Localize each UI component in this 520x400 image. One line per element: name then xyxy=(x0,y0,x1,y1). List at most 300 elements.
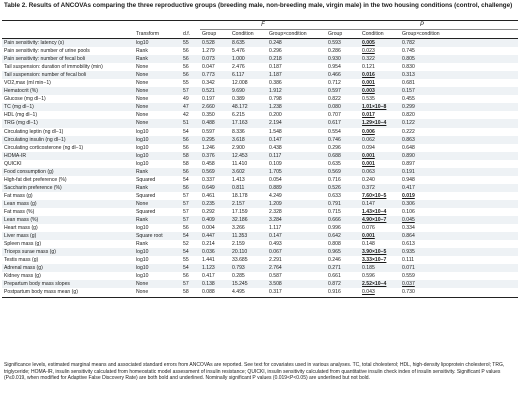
table-row xyxy=(2,240,518,248)
cell-f-group: 0.773 xyxy=(200,71,230,79)
cell-p-condition: 4.90×10−7 xyxy=(360,216,400,224)
cell-df: 56 xyxy=(183,144,189,151)
table-row xyxy=(2,264,518,272)
cell-p-interaction: 0.782 xyxy=(400,39,518,48)
cell-f-condition: 0.793 xyxy=(230,264,267,272)
cell-f-group: 0.047 xyxy=(202,64,215,71)
cell-f-condition: 8.635 xyxy=(230,39,267,48)
cell-f-group: 0.295 xyxy=(200,136,230,144)
cell-f-group: 1.123 xyxy=(200,264,230,272)
cell-p-condition: 0.322 xyxy=(360,55,400,63)
cell-variable: Tail suspension: duration of immobility (min) xyxy=(4,64,103,71)
cell-variable: HDL (mg dl−1) xyxy=(4,112,38,119)
cell-p-interaction: 0.948 xyxy=(402,176,415,183)
cell-p-group: 0.296 xyxy=(328,144,341,151)
cell-f-condition: 2.900 xyxy=(232,144,245,151)
cell-f-interaction: 1.117 xyxy=(269,225,282,232)
cell-variable: Liver mass (g) xyxy=(2,232,134,240)
column-header-df: d.f. xyxy=(181,30,200,39)
cell-p-condition: 1.01×10−8 xyxy=(360,103,400,111)
p-group-header: P xyxy=(326,21,518,30)
cell-p-interaction: 0.037 xyxy=(400,280,518,288)
cell-f-interaction: 1.187 xyxy=(267,71,326,79)
cell-p-group: 0.965 xyxy=(326,248,360,256)
table-row xyxy=(2,248,518,256)
table-row xyxy=(2,288,518,297)
table-row xyxy=(2,224,518,232)
cell-f-group: 0.292 xyxy=(202,208,215,215)
cell-transform: log10 xyxy=(136,257,149,264)
cell-p-condition: 1.43×10−4 xyxy=(362,208,387,215)
table-row xyxy=(2,39,518,48)
cell-p-interaction: 0.106 xyxy=(402,208,415,215)
cell-p-condition: 0.185 xyxy=(360,264,400,272)
cell-f-condition: 2.157 xyxy=(230,200,267,208)
cell-p-interaction: 0.071 xyxy=(400,264,518,272)
cell-transform: None xyxy=(136,112,149,119)
cell-df: 49 xyxy=(183,96,189,103)
table-row xyxy=(2,200,518,208)
cell-p-group: 0.791 xyxy=(326,200,360,208)
cell-f-condition: 1.413 xyxy=(232,176,245,183)
cell-f-interaction: 3.508 xyxy=(267,280,326,288)
cell-variable: Heart mass (g) xyxy=(4,225,38,232)
cell-p-condition: 0.017 xyxy=(362,112,375,119)
cell-p-condition: 0.094 xyxy=(362,144,375,151)
cell-p-interaction: 0.745 xyxy=(402,48,415,55)
cell-df: 55 xyxy=(183,80,189,87)
cell-df: 58 xyxy=(181,152,200,160)
cell-f-interaction: 2.328 xyxy=(269,208,282,215)
cell-variable: Lean mass (g) xyxy=(2,200,134,208)
cell-f-group: 0.649 xyxy=(200,184,230,192)
cell-p-group: 0.593 xyxy=(326,39,360,48)
cell-transform: log10 xyxy=(134,39,181,48)
table-row xyxy=(2,256,518,264)
cell-variable: Hematocrit (%) xyxy=(2,87,134,95)
cell-f-condition: 4.495 xyxy=(230,288,267,297)
cell-p-group: 0.822 xyxy=(328,96,341,103)
cell-df: 56 xyxy=(181,184,200,192)
table-title: Table 2. Results of ANCOVAs comparing the three reproductive groups (breeding male, non-breeding male, virgin male) in the two housing conditions (control, challenge) xyxy=(4,2,513,9)
cell-p-interaction: 0.045 xyxy=(400,216,518,224)
cell-variable: Kidney mass (g) xyxy=(4,273,41,280)
table-row xyxy=(2,272,518,280)
cell-p-interaction: 0.830 xyxy=(402,64,415,71)
cell-p-group: 0.246 xyxy=(328,257,341,264)
cell-f-interaction: 0.147 xyxy=(267,232,326,240)
cell-p-condition: 0.023 xyxy=(362,48,375,55)
cell-transform: None xyxy=(134,280,181,288)
cell-p-interaction: 0.455 xyxy=(402,96,415,103)
cell-f-interaction: 0.798 xyxy=(269,96,282,103)
cell-df: 57 xyxy=(183,208,189,215)
cell-variable: Spleen mass (g) xyxy=(4,241,42,248)
column-header-variable xyxy=(2,30,134,39)
cell-transform: None xyxy=(134,288,181,297)
cell-p-interaction: 0.864 xyxy=(400,232,518,240)
cell-f-group: 0.197 xyxy=(202,96,215,103)
cell-f-group: 0.409 xyxy=(200,216,230,224)
table-row xyxy=(2,176,518,184)
cell-df: 56 xyxy=(183,273,189,280)
cell-f-condition: 2.476 xyxy=(232,64,245,71)
cell-variable: Postpartum body mass mean (g) xyxy=(2,288,134,297)
cell-p-group: 0.872 xyxy=(326,280,360,288)
cell-p-interaction: 0.863 xyxy=(400,136,518,144)
cell-f-group: 1.441 xyxy=(202,257,215,264)
cell-transform: log10 xyxy=(136,225,149,232)
cell-p-condition: 0.001 xyxy=(360,232,400,240)
cell-df: 58 xyxy=(181,288,200,297)
cell-transform: None xyxy=(136,64,149,71)
cell-p-condition: 0.076 xyxy=(362,225,375,232)
cell-f-interaction: 0.054 xyxy=(269,176,282,183)
cell-f-condition: 2.159 xyxy=(232,241,245,248)
cell-variable: Tail suspension: number of fecal boli xyxy=(2,71,134,79)
cell-df: 57 xyxy=(181,200,200,208)
cell-f-group: 0.342 xyxy=(202,80,215,87)
table-row xyxy=(2,47,518,55)
table-row xyxy=(2,95,518,103)
cell-variable: Pain sensitivity: latency (s) xyxy=(2,39,134,48)
cell-f-condition: 15.245 xyxy=(230,280,267,288)
header-blank xyxy=(2,21,134,30)
cell-f-group: 0.073 xyxy=(200,55,230,63)
cell-f-condition: 11.353 xyxy=(230,232,267,240)
cell-df: 56 xyxy=(183,48,189,55)
cell-f-interaction: 0.386 xyxy=(269,80,282,87)
cell-transform: Rank xyxy=(134,184,181,192)
cell-f-condition: 48.172 xyxy=(230,103,267,111)
cell-f-condition: 18.178 xyxy=(232,192,248,199)
cell-f-condition: 17.163 xyxy=(230,119,267,127)
cell-f-condition: 0.285 xyxy=(232,273,245,280)
cell-p-group: 0.808 xyxy=(328,241,341,248)
cell-df: 57 xyxy=(183,192,189,199)
cell-variable: Fat mass (%) xyxy=(4,208,35,215)
cell-p-condition: 0.001 xyxy=(360,152,400,160)
cell-p-condition: 3.90×10−5 xyxy=(360,248,400,256)
cell-variable: Glucose (mg dl−1) xyxy=(4,96,46,103)
cell-f-condition: 3.266 xyxy=(232,225,245,232)
table-row xyxy=(2,136,518,144)
table-row xyxy=(2,128,518,136)
cell-p-group: 0.916 xyxy=(326,288,360,297)
cell-df: 56 xyxy=(181,136,200,144)
cell-p-condition: 0.062 xyxy=(360,136,400,144)
table-row xyxy=(2,55,518,63)
cell-f-interaction: 1.548 xyxy=(269,128,282,135)
cell-transform: Rank xyxy=(134,216,181,224)
table-row xyxy=(2,184,518,192)
cell-transform: Rank xyxy=(136,241,148,248)
cell-p-group: 0.661 xyxy=(328,273,341,280)
cell-f-interaction: 1.912 xyxy=(267,87,326,95)
cell-variable: Pain sensitivity: number of urine pools xyxy=(4,48,90,55)
cell-variable: Prepartum body mass slopes xyxy=(2,280,134,288)
cell-p-group: 0.954 xyxy=(328,64,341,71)
cell-f-condition: 17.159 xyxy=(232,208,248,215)
cell-f-condition: 5.476 xyxy=(232,48,245,55)
cell-transform: None xyxy=(134,71,181,79)
cell-f-group: 0.417 xyxy=(202,273,215,280)
cell-p-group: 0.569 xyxy=(326,168,360,176)
cell-f-interaction: 2.291 xyxy=(269,257,282,264)
cell-f-group: 0.036 xyxy=(200,248,230,256)
cell-p-group: 0.526 xyxy=(326,184,360,192)
cell-f-condition: 32.186 xyxy=(230,216,267,224)
cell-f-group: 0.337 xyxy=(202,176,215,183)
cell-transform: Rank xyxy=(134,168,181,176)
cell-p-interaction: 0.805 xyxy=(400,55,518,63)
table-row xyxy=(2,208,518,216)
table-row xyxy=(2,144,518,152)
cell-transform: log10 xyxy=(136,128,149,135)
cell-p-condition: 0.372 xyxy=(360,184,400,192)
cell-f-interaction: 0.438 xyxy=(269,144,282,151)
cell-p-group: 0.666 xyxy=(326,216,360,224)
cell-p-interaction: 0.313 xyxy=(400,71,518,79)
cell-f-condition: 1.000 xyxy=(230,55,267,63)
cell-variable: Circulating corticosterone (ng dl−1) xyxy=(4,144,84,151)
cell-transform: log10 xyxy=(136,144,149,151)
cell-f-interaction: 0.187 xyxy=(269,64,282,71)
cell-p-condition: 0.043 xyxy=(360,288,400,297)
cell-transform: Square root xyxy=(134,232,181,240)
cell-f-group: 0.235 xyxy=(200,200,230,208)
table-row xyxy=(2,111,518,119)
cell-f-interaction: 0.889 xyxy=(267,184,326,192)
cell-p-group: 0.080 xyxy=(326,103,360,111)
cell-transform: log10 xyxy=(134,152,181,160)
results-table xyxy=(2,20,518,298)
cell-df: 52 xyxy=(183,241,189,248)
cell-transform: None xyxy=(136,80,149,87)
cell-f-interaction: 0.200 xyxy=(269,112,282,119)
cell-f-condition: 11.410 xyxy=(232,160,248,167)
cell-transform: Rank xyxy=(134,55,181,63)
column-header-f-interaction: Group×condition xyxy=(267,30,326,39)
cell-transform: None xyxy=(134,87,181,95)
table-row xyxy=(2,160,518,168)
cell-p-interaction: 0.417 xyxy=(400,184,518,192)
cell-f-group: 0.138 xyxy=(200,280,230,288)
cell-f-interaction: 0.587 xyxy=(269,273,282,280)
cell-p-interaction: 0.681 xyxy=(402,80,415,87)
cell-transform: None xyxy=(136,96,149,103)
cell-p-interaction: 0.306 xyxy=(400,200,518,208)
cell-p-group: 0.716 xyxy=(328,176,341,183)
table-row xyxy=(2,87,518,95)
cell-p-interaction: 0.559 xyxy=(402,273,415,280)
cell-f-group: 0.458 xyxy=(202,160,215,167)
cell-p-condition: 0.006 xyxy=(362,128,375,135)
column-header-f-group: Group xyxy=(200,30,230,39)
cell-variable: Fat mass (g) xyxy=(4,192,33,199)
cell-p-group: 0.597 xyxy=(326,87,360,95)
cell-transform: log10 xyxy=(134,248,181,256)
cell-transform: log10 xyxy=(136,160,149,167)
cell-variable: VO2,max (ml min−1) xyxy=(4,80,51,87)
cell-p-interaction: 0.935 xyxy=(400,248,518,256)
cell-f-condition: 20.110 xyxy=(230,248,267,256)
cell-f-interaction: 3.284 xyxy=(267,216,326,224)
cell-f-condition: 3.618 xyxy=(230,136,267,144)
cell-variable: Testis mass (g) xyxy=(4,257,39,264)
cell-p-group: 0.712 xyxy=(328,80,341,87)
column-header-p-condition: Condition xyxy=(360,30,400,39)
cell-f-interaction: 0.117 xyxy=(267,152,326,160)
cell-p-condition: 2.52×10−4 xyxy=(360,280,400,288)
cell-p-condition: 0.121 xyxy=(362,64,375,71)
cell-f-interaction: 2.764 xyxy=(267,264,326,272)
table-row xyxy=(2,192,518,200)
cell-transform: log10 xyxy=(134,264,181,272)
cell-p-interaction: 0.299 xyxy=(400,103,518,111)
cell-f-group: 0.461 xyxy=(202,192,215,199)
cell-transform: Squared xyxy=(136,208,156,215)
cell-p-group: 0.633 xyxy=(328,192,341,199)
cell-p-interaction: 0.890 xyxy=(400,152,518,160)
cell-f-condition: 12.008 xyxy=(232,80,248,87)
cell-p-group: 0.554 xyxy=(328,128,341,135)
table-row xyxy=(2,119,518,127)
cell-p-condition: 1.29×10−4 xyxy=(360,119,400,127)
cell-p-group: 0.635 xyxy=(328,160,341,167)
cell-variable: Circulating insulin (ng dl−1) xyxy=(2,136,134,144)
cell-p-condition: 7.60×10−5 xyxy=(362,192,387,199)
cell-f-interaction: 4.249 xyxy=(269,192,282,199)
table-row xyxy=(2,79,518,87)
cell-transform: log10 xyxy=(134,136,181,144)
cell-f-group: 0.376 xyxy=(200,152,230,160)
cell-p-condition: 0.003 xyxy=(360,87,400,95)
cell-df: 54 xyxy=(183,128,189,135)
cell-f-interaction: 0.248 xyxy=(267,39,326,48)
cell-df: 56 xyxy=(181,168,200,176)
cell-p-condition: 0.005 xyxy=(360,39,400,48)
cell-df: 54 xyxy=(183,176,189,183)
column-header-transform: Transform xyxy=(134,30,181,39)
table-row xyxy=(2,63,518,71)
cell-f-group: 0.569 xyxy=(200,168,230,176)
cell-df: 58 xyxy=(183,160,189,167)
cell-p-interaction: 0.222 xyxy=(402,128,415,135)
cell-df: 57 xyxy=(181,87,200,95)
cell-df: 56 xyxy=(183,225,189,232)
table-footnote: Significance levels, estimated marginal means and associated standard errors from ANCOVAs are reported. See text for covariates used in various analyses. TC, total cholesterol; HDL, high-density lipoprotein cholesterol; TRG, triglyceride; HOMA-IR, insulin sensitivity calculated from homeostatic model assessment of insulin resistance; QUICKI, insulin sensitivity calculated from quantitative insulin check index of insulin sensitivity. Significant P values (P≤0.019, when modified for Adaptive False Discovery Rate) are both bold and underlined. Nominally significant P values (0.019<P<0.05) are underlined but not bold. xyxy=(4,362,505,382)
cell-f-interaction: 1.705 xyxy=(267,168,326,176)
column-header-p-interaction: Group×condition xyxy=(400,30,518,39)
cell-p-interaction: 0.648 xyxy=(402,144,415,151)
cell-p-condition: 0.001 xyxy=(362,80,375,87)
table-row xyxy=(2,232,518,240)
table-row xyxy=(2,103,518,111)
cell-f-group: 1.279 xyxy=(202,48,215,55)
cell-df: 56 xyxy=(183,64,189,71)
cell-f-group: 2.660 xyxy=(200,103,230,111)
cell-variable: Triceps surae mass (g) xyxy=(2,248,134,256)
cell-df: 56 xyxy=(181,71,200,79)
cell-p-interaction: 0.157 xyxy=(400,87,518,95)
cell-df: 54 xyxy=(181,264,200,272)
cell-p-interaction: 0.730 xyxy=(400,288,518,297)
cell-variable: QUICKI xyxy=(4,160,22,167)
cell-f-interaction: 0.317 xyxy=(267,288,326,297)
cell-p-group: 0.642 xyxy=(326,232,360,240)
cell-p-interaction: 0.820 xyxy=(402,112,415,119)
cell-p-condition: 0.596 xyxy=(362,273,375,280)
cell-p-condition: 0.148 xyxy=(362,241,375,248)
cell-f-condition: 33.685 xyxy=(232,257,248,264)
cell-p-condition: 0.535 xyxy=(362,96,375,103)
cell-f-group: 0.088 xyxy=(200,288,230,297)
cell-transform: None xyxy=(134,119,181,127)
cell-df: 51 xyxy=(181,119,200,127)
cell-f-interaction: 2.194 xyxy=(267,119,326,127)
cell-f-interaction: 0.147 xyxy=(267,136,326,144)
table-body xyxy=(2,39,518,298)
cell-f-interaction: 1.238 xyxy=(267,103,326,111)
cell-f-interaction: 0.218 xyxy=(267,55,326,63)
cell-p-group: 0.271 xyxy=(326,264,360,272)
cell-f-group: 0.521 xyxy=(200,87,230,95)
cell-variable: Saccharin preference (%) xyxy=(2,184,134,192)
cell-df: 54 xyxy=(181,248,200,256)
cell-f-group: 1.246 xyxy=(202,144,215,151)
cell-p-group: 0.746 xyxy=(326,136,360,144)
cell-p-interaction: 0.191 xyxy=(400,168,518,176)
cell-p-condition: 0.001 xyxy=(362,160,375,167)
cell-f-condition: 6.117 xyxy=(230,71,267,79)
column-header-p-group: Group xyxy=(326,30,360,39)
cell-p-interaction: 0.019 xyxy=(402,192,415,199)
cell-df: 56 xyxy=(181,55,200,63)
cell-p-group: 0.617 xyxy=(326,119,360,127)
cell-p-condition: 0.016 xyxy=(360,71,400,79)
cell-p-condition: 0.240 xyxy=(362,176,375,183)
cell-p-group: 0.930 xyxy=(326,55,360,63)
cell-p-condition: 0.147 xyxy=(360,200,400,208)
cell-p-condition: 3.33×10−7 xyxy=(362,257,387,264)
cell-df: 47 xyxy=(181,103,200,111)
table-row xyxy=(2,168,518,176)
cell-p-group: 0.707 xyxy=(328,112,341,119)
cell-f-condition: 0.389 xyxy=(232,96,245,103)
cell-p-condition: 0.063 xyxy=(360,168,400,176)
cell-f-condition: 3.602 xyxy=(230,168,267,176)
table-row xyxy=(2,216,518,224)
table-row xyxy=(2,71,518,79)
cell-df: 57 xyxy=(181,216,200,224)
cell-p-interaction: 0.122 xyxy=(400,119,518,127)
table-row xyxy=(2,152,518,160)
cell-p-interaction: 0.334 xyxy=(402,225,415,232)
cell-f-interaction: 0.067 xyxy=(267,248,326,256)
cell-f-group: 0.528 xyxy=(200,39,230,48)
cell-f-interaction: 0.109 xyxy=(269,160,282,167)
cell-transform: None xyxy=(134,200,181,208)
cell-transform: None xyxy=(134,103,181,111)
cell-variable: Adrenal mass (g) xyxy=(2,264,134,272)
cell-f-group: 0.597 xyxy=(202,128,215,135)
cell-variable: Circulating leptin (ng dl−1) xyxy=(4,128,64,135)
f-group-header: F xyxy=(200,21,326,30)
cell-df: 42 xyxy=(183,112,189,119)
cell-df: 55 xyxy=(183,257,189,264)
cell-f-condition: 8.336 xyxy=(232,128,245,135)
